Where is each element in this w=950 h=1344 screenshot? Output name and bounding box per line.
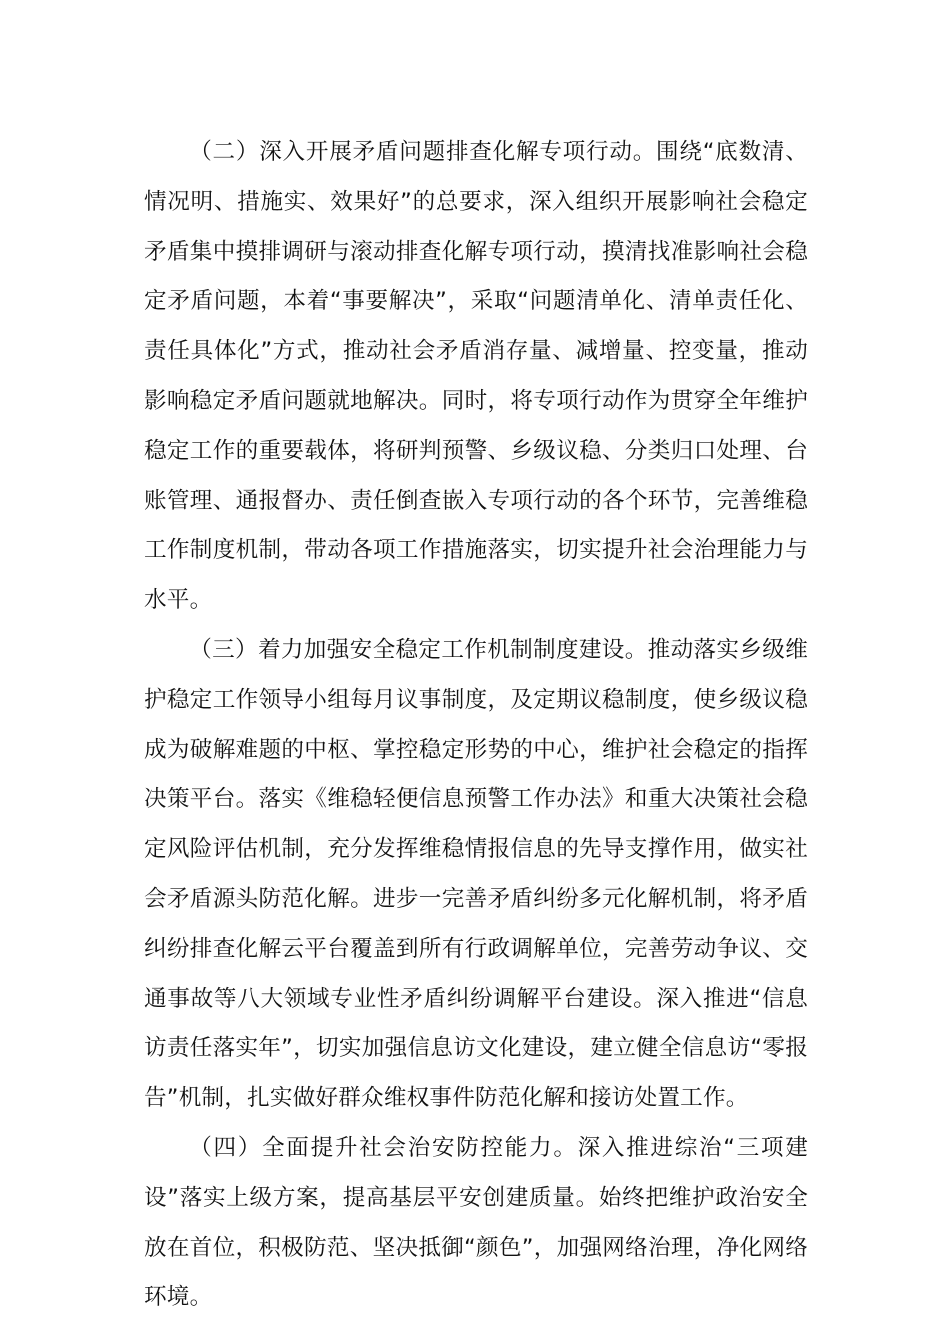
paragraph-section-3: （三）着力加强安全稳定工作机制制度建设。推动落实乡级维护稳定工作领导小组每月议事制度，及定期议稳制度，使乡级议稳成为破解难题的中枢、掌控稳定形势的中心，维护社会稳定的指挥决策平台。落实《维稳轻便信息预警工作办法》和重大决策社会稳定风险评估机制，充分发挥维稳情报信息的先导支撑作用，做实社会矛盾源头防范化解。进步一完善矛盾纠纷多元化解机制，将矛盾纠纷排查化解云平台覆盖到所有行政调解单位，完善劳动争议、交通事故等八大领域专业性矛盾纠纷调解平台建设。深入推进“信息访责任落实年”，切实加强信息访文化建设，建立健全信息访“零报告”机制，扎实做好群众维权事件防范化解和接访处置工作。: [144, 636, 808, 1112]
document-body: [144, 128, 808, 1323]
paragraph-section-4: （四）全面提升社会治安防控能力。深入推进综治“三项建设”落实上级方案，提高基层平安创建质量。始终把维护政治安全放在首位，积极防范、坚决抵御“颜色”，加强网络治理，净化网络环境。: [144, 1134, 808, 1311]
paragraph-section-2: （二）深入开展矛盾问题排查化解专项行动。围绕“底数清、情况明、措施实、效果好”的总要求，深入组织开展影响社会稳定矛盾集中摸排调研与滚动排查化解专项行动，摸清找准影响社会稳定矛盾问题，本着“事要解决”，采取“问题清单化、清单责任化、责任具体化”方式，推动社会矛盾消存量、减增量、控变量，推动影响稳定矛盾问题就地解决。同时，将专项行动作为贯穿全年维护稳定工作的重要载体，将研判预警、乡级议稳、分类归口处理、台账管理、通报督办、责任倒查嵌入专项行动的各个环节，完善维稳工作制度机制，带动各项工作措施落实，切实提升社会治理能力与水平。: [144, 139, 808, 614]
